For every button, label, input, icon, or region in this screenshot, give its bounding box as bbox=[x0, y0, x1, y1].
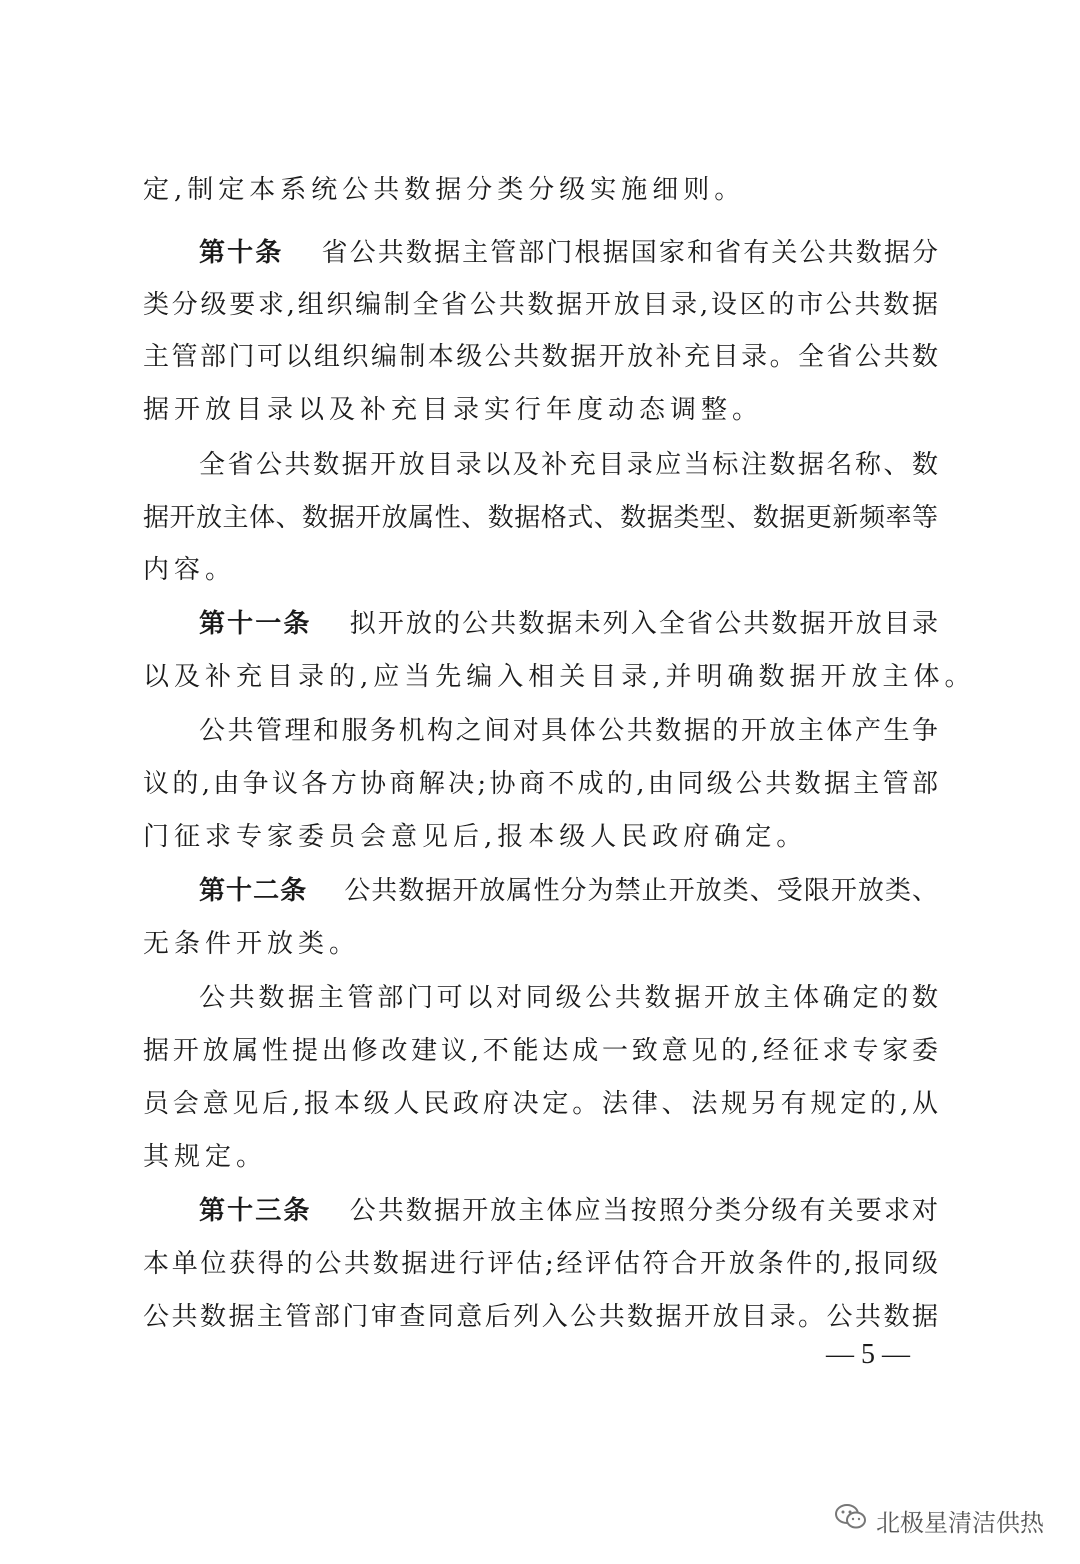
text-line: 内容。 bbox=[143, 555, 237, 585]
text-line: 公共数据主管部门可以对同级公共数据开放主体确定的数 bbox=[199, 983, 938, 1013]
text-line: 门征求专家委员会意见后,报本级人民政府确定。 bbox=[143, 822, 808, 852]
text-line: 全省公共数据开放目录以及补充目录应当标注数据名称、数 bbox=[199, 450, 938, 480]
article-13-label: 第十三条 bbox=[199, 1196, 312, 1226]
article-10-text: 省公共数据主管部门根据国家和省有关公共数据分 bbox=[319, 238, 938, 268]
article-13-line bbox=[199, 1194, 938, 1228]
watermark-text: 北极星清洁供热 bbox=[876, 1508, 1044, 1537]
article-10-line bbox=[199, 236, 938, 270]
text-line: 据开放目录以及补充目录实行年度动态调整。 bbox=[143, 395, 764, 425]
article-13-text: 公共数据开放主体应当按照分类分级有关要求对 bbox=[347, 1196, 938, 1226]
text-line: 其规定。 bbox=[143, 1142, 268, 1172]
text-line: 议的,由争议各方协商解决;协商不成的,由同级公共数据主管部 bbox=[143, 769, 938, 799]
article-12-text: 公共数据开放属性分为禁止开放类、受限开放类、 bbox=[343, 876, 938, 906]
article-11-text: 拟开放的公共数据未列入全省公共数据开放目录 bbox=[347, 609, 938, 639]
article-11-line bbox=[199, 607, 938, 641]
article-12-label: 第十二条 bbox=[199, 876, 308, 906]
text-line: 公共管理和服务机构之间对具体公共数据的开放主体产生争 bbox=[199, 716, 938, 746]
text-line: 以及补充目录的,应当先编入相关目录,并明确数据开放主体。 bbox=[143, 662, 976, 692]
text-line: 类分级要求,组织编制全省公共数据开放目录,设区的市公共数据 bbox=[143, 290, 938, 320]
text-line: 无条件开放类。 bbox=[143, 929, 361, 959]
text-line: 主管部门可以组织编制本级公共数据开放补充目录。全省公共数 bbox=[143, 342, 938, 372]
text-line: 据开放主体、数据开放属性、数据格式、数据类型、数据更新频率等 bbox=[143, 503, 938, 533]
text-line: 公共数据主管部门审查同意后列入公共数据开放目录。公共数据 bbox=[143, 1302, 938, 1332]
text-line: 定,制定本系统公共数据分类分级实施细则。 bbox=[143, 175, 746, 205]
text-line: 员会意见后,报本级人民政府决定。法律、法规另有规定的,从 bbox=[143, 1089, 938, 1119]
text-line: 据开放属性提出修改建议,不能达成一致意见的,经征求专家委 bbox=[143, 1036, 938, 1066]
page-number: — 5 — bbox=[826, 1339, 910, 1370]
wechat-icon bbox=[834, 1502, 876, 1538]
text-line: 本单位获得的公共数据进行评估;经评估符合开放条件的,报同级 bbox=[143, 1249, 938, 1279]
article-10-label: 第十条 bbox=[199, 238, 284, 268]
article-11-label: 第十一条 bbox=[199, 609, 312, 639]
watermark bbox=[834, 1500, 1044, 1540]
article-12-line bbox=[199, 874, 938, 908]
